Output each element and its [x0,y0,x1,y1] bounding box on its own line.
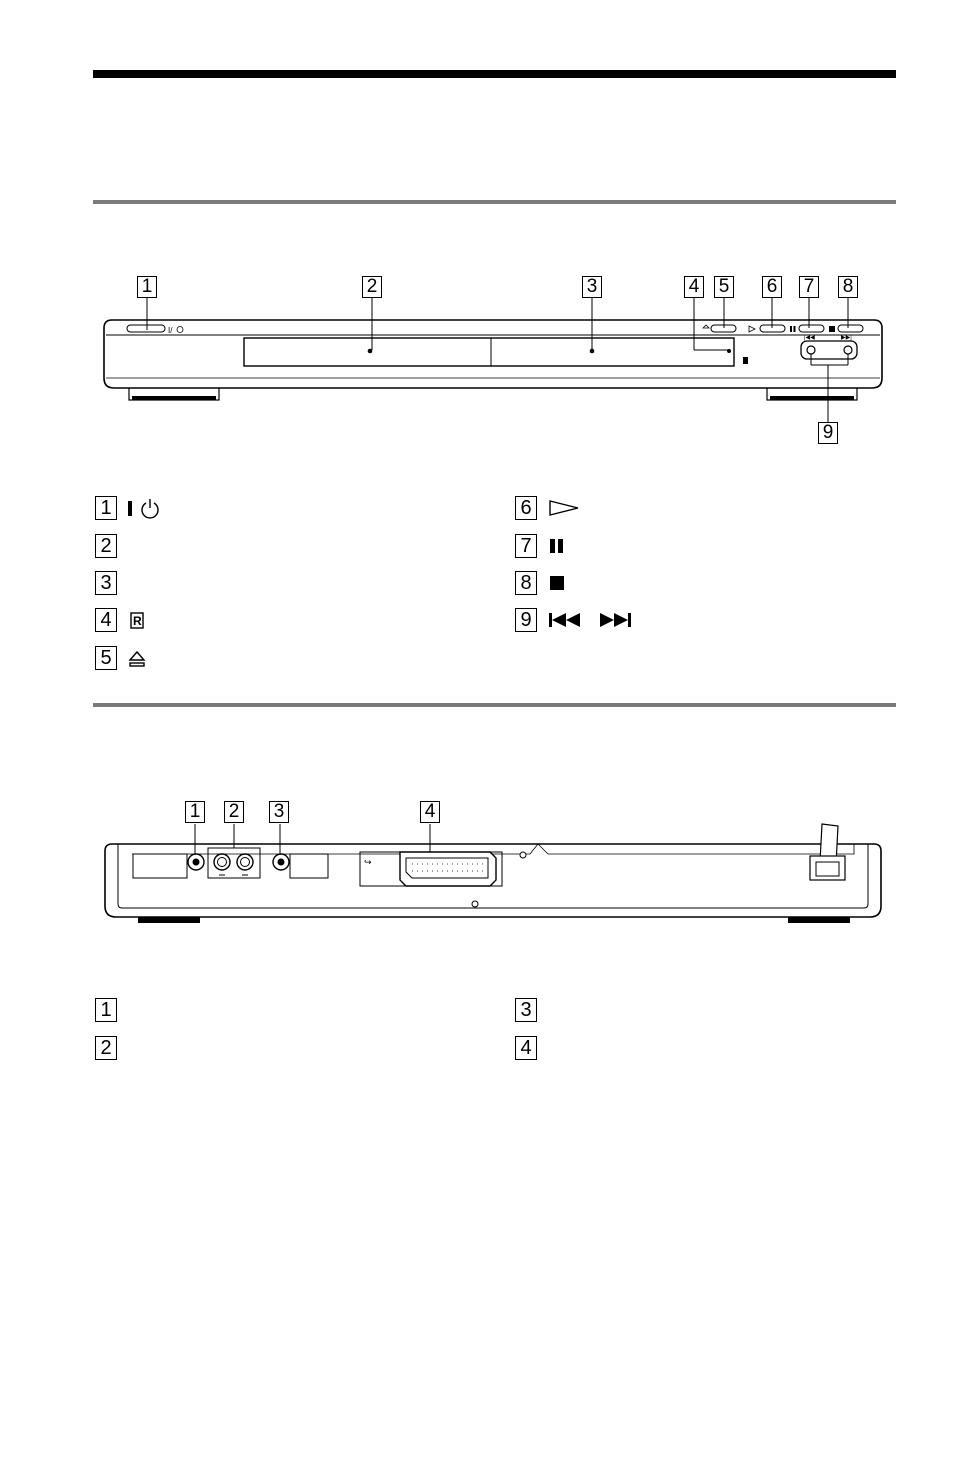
svg-text:↪: ↪ [364,857,372,867]
legend-item-front-9 [515,608,647,632]
stop-icon [547,571,567,595]
legend-number: 3 [95,571,117,595]
svg-text:▶▶|: ▶▶| [841,335,852,341]
legend-item-rear-2 [95,1036,117,1060]
legend-number: 4 [515,1036,537,1060]
legend-item-front-5 [95,646,149,670]
rear-callout-4: 4 [420,801,440,823]
legend-number: 1 [95,496,117,520]
eject-icon [127,646,149,670]
legend-item-rear-4 [515,1036,537,1060]
front-callout-8: 8 [838,276,858,298]
legend-item-front-4 [95,608,147,632]
play-icon [547,496,583,520]
legend-number: 2 [95,534,117,558]
front-callout-3: 3 [582,276,602,298]
svg-text:I/: I/ [168,326,173,335]
svg-text:|◀◀: |◀◀ [804,335,815,341]
legend-item-front-7 [515,534,567,558]
front-callout-9: 9 [818,422,838,444]
front-callout-4: 4 [684,276,704,298]
legend-number: 8 [515,571,537,595]
legend-number: 6 [515,496,537,520]
legend-number: 4 [95,608,117,632]
legend-item-front-1 [95,496,161,520]
legend-item-rear-3 [515,998,537,1022]
legend-item-front-2 [95,534,117,558]
front-panel-illustration [0,0,954,470]
prev-next-icon [547,608,647,632]
legend-number: 1 [95,998,117,1022]
front-callout-2: 2 [362,276,382,298]
legend-number: 3 [515,998,537,1022]
rear-callout-3: 3 [269,801,289,823]
rear-panel-section-rule [93,703,896,707]
legend-number: 2 [95,1036,117,1060]
remote-sensor-icon [127,608,147,632]
legend-item-front-3 [95,571,117,595]
front-callout-6: 6 [762,276,782,298]
legend-number: 5 [95,646,117,670]
legend-number: 9 [515,608,537,632]
power-icon [127,496,161,520]
svg-text:R: R [133,614,142,628]
front-callout-7: 7 [799,276,819,298]
legend-number: 7 [515,534,537,558]
rear-panel-illustration [0,780,954,940]
legend-item-front-6 [515,496,583,520]
rear-callout-2: 2 [224,801,244,823]
rear-callout-1: 1 [185,801,205,823]
pause-icon [547,534,567,558]
front-callout-1: 1 [137,276,157,298]
legend-item-rear-1 [95,998,117,1022]
legend-item-front-8 [515,571,567,595]
front-callout-5: 5 [714,276,734,298]
